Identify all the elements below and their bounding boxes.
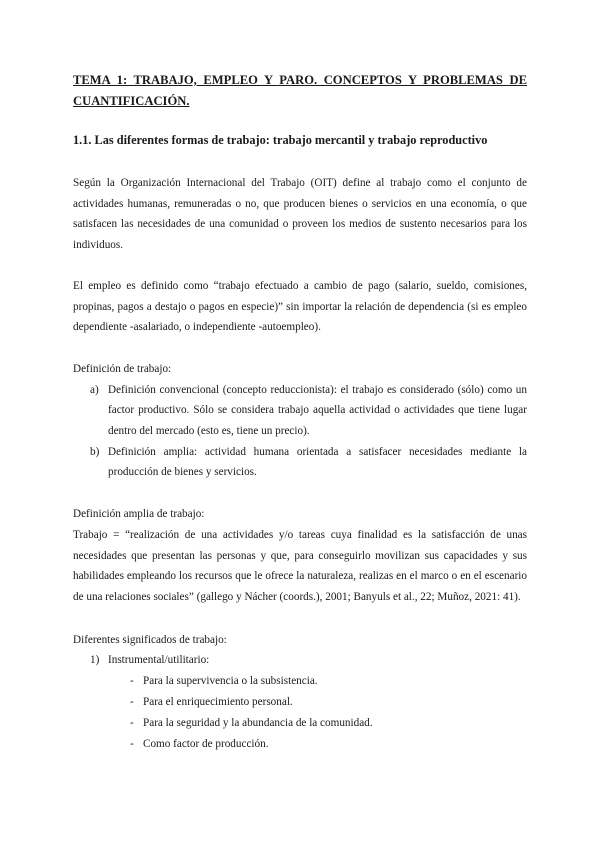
list-item-text: Para el enriquecimiento personal. <box>143 696 293 709</box>
dash-marker: - <box>130 696 134 709</box>
list-item <box>73 692 527 713</box>
list-item-text: Definición amplia: actividad humana orientada a satisfacer necesidades mediante la producción de bienes y servicios. <box>108 445 527 479</box>
numbered-item <box>73 650 527 671</box>
list-item <box>73 734 527 755</box>
significados-heading: Diferentes significados de trabajo: <box>73 633 227 646</box>
list-item <box>73 380 527 442</box>
list-item-text: Instrumental/utilitario: <box>108 654 210 667</box>
dash-marker: - <box>130 738 134 751</box>
definicion-trabajo-list <box>73 380 527 484</box>
page-title: TEMA 1: TRABAJO, EMPLEO Y PARO. CONCEPTOS Y PROBLEMAS DE CUANTIFICACIÓN. <box>73 73 527 108</box>
list-item <box>73 442 527 483</box>
list-marker: b) <box>90 445 100 458</box>
definicion-trabajo-heading: Definición de trabajo: <box>73 362 172 375</box>
list-marker: 1) <box>90 654 100 667</box>
definicion-amplia-text: Trabajo = “realización de una actividades y/o tareas cuya finalidad es la satisfacción de unas necesidades que presentan las personas y que, para conseguirlo movilizan sus capacidades y sus habilidades empleando los recursos que le ofrece la naturaleza, realizas en el marco o en el escenario de una relaciones sociales” (gallego y Nácher (coords.), 2001; Banyuls et al., 22; Muñoz, 2021: 41). <box>73 528 527 603</box>
list-item <box>73 671 527 692</box>
list-item-text: Para la seguridad y la abundancia de la comunidad. <box>143 717 373 730</box>
definicion-amplia-heading: Definición amplia de trabajo: <box>73 508 205 521</box>
paragraph-empleo: El empleo es definido como “trabajo efectuado a cambio de pago (salario, sueldo, comisiones, propinas, pagos a destajo o pagos en especie)” sin importar la relación de dependencia (si es empleo dependiente -asalariado, o independiente -autoempleo). <box>73 279 527 334</box>
section-heading: 1.1. Las diferentes formas de trabajo: trabajo mercantil y trabajo reproductivo <box>73 133 488 147</box>
list-item-text: Como factor de producción. <box>143 738 269 751</box>
dash-marker: - <box>130 717 134 730</box>
dash-marker: - <box>130 675 134 688</box>
list-marker: a) <box>90 383 99 396</box>
list-item-text: Para la supervivencia o la subsistencia. <box>143 675 318 688</box>
list-item-text: Definición convencional (concepto reduccionista): el trabajo es considerado (sólo) como un factor productivo. Sólo se considera trabajo aquella actividad o actividades que tiene lugar dentro del mercado (esto es, tiene un precio). <box>108 383 527 438</box>
paragraph-oit: Según la Organización Internacional del Trabajo (OIT) define al trabajo como el conjunto de actividades humanas, remuneradas o no, que producen bienes o servicios en una economía, o que satisfacen las necesidades de una comunidad o proveen los medios de sustento necesarios para los individuos. <box>73 177 527 252</box>
significados-dash-list <box>73 671 527 755</box>
list-item <box>73 713 527 734</box>
